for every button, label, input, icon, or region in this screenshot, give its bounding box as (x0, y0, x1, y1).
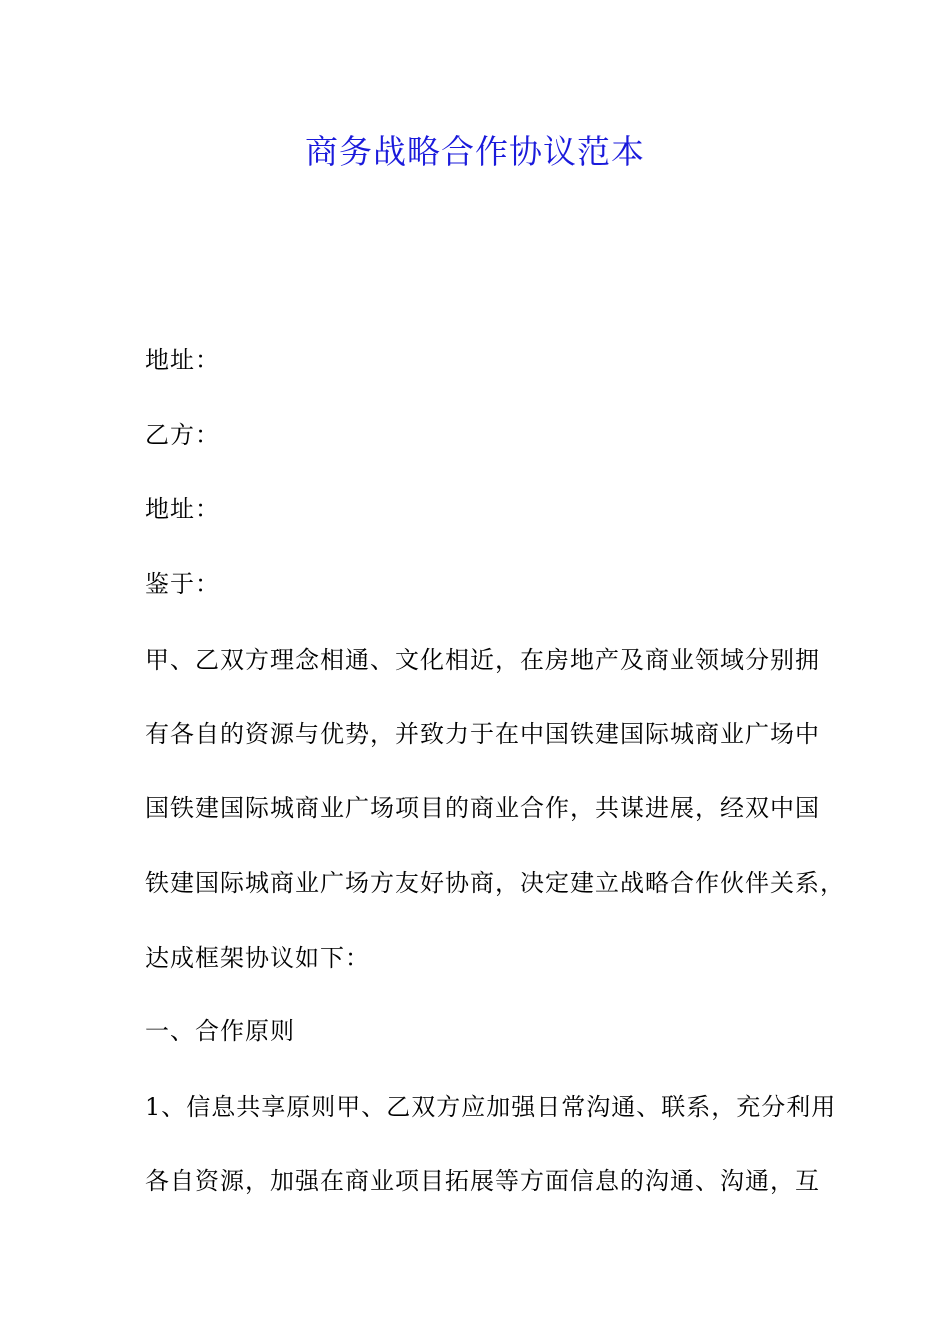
body-paragraph-line: 有各自的资源与优势，并致力于在中国铁建国际城商业广场中 (145, 720, 820, 748)
clause-line: 1、信息共享原则甲、乙双方应加强日常沟通、联系，充分利用 (145, 1093, 837, 1121)
body-paragraph-line: 铁建国际城商业广场方友好协商，决定建立战略合作伙伴关系， (145, 869, 845, 897)
body-paragraph-line: 达成框架协议如下： (145, 944, 370, 972)
clause-line: 各自资源，加强在商业项目拓展等方面信息的沟通、沟通，互 (145, 1167, 820, 1195)
address-label-1: 地址： (145, 346, 220, 374)
address-label-2: 地址： (145, 495, 220, 523)
section-heading: 一、合作原则 (145, 1017, 295, 1045)
document-title: 商务战略合作协议范本 (305, 132, 645, 171)
body-paragraph-line: 甲、乙双方理念相通、文化相近，在房地产及商业领域分别拥 (145, 646, 820, 674)
body-paragraph-line: 国铁建国际城商业广场项目的商业合作，共谋进展，经双中国 (145, 794, 820, 822)
party-b-label: 乙方： (145, 421, 220, 449)
whereas-label: 鉴于： (145, 570, 220, 598)
